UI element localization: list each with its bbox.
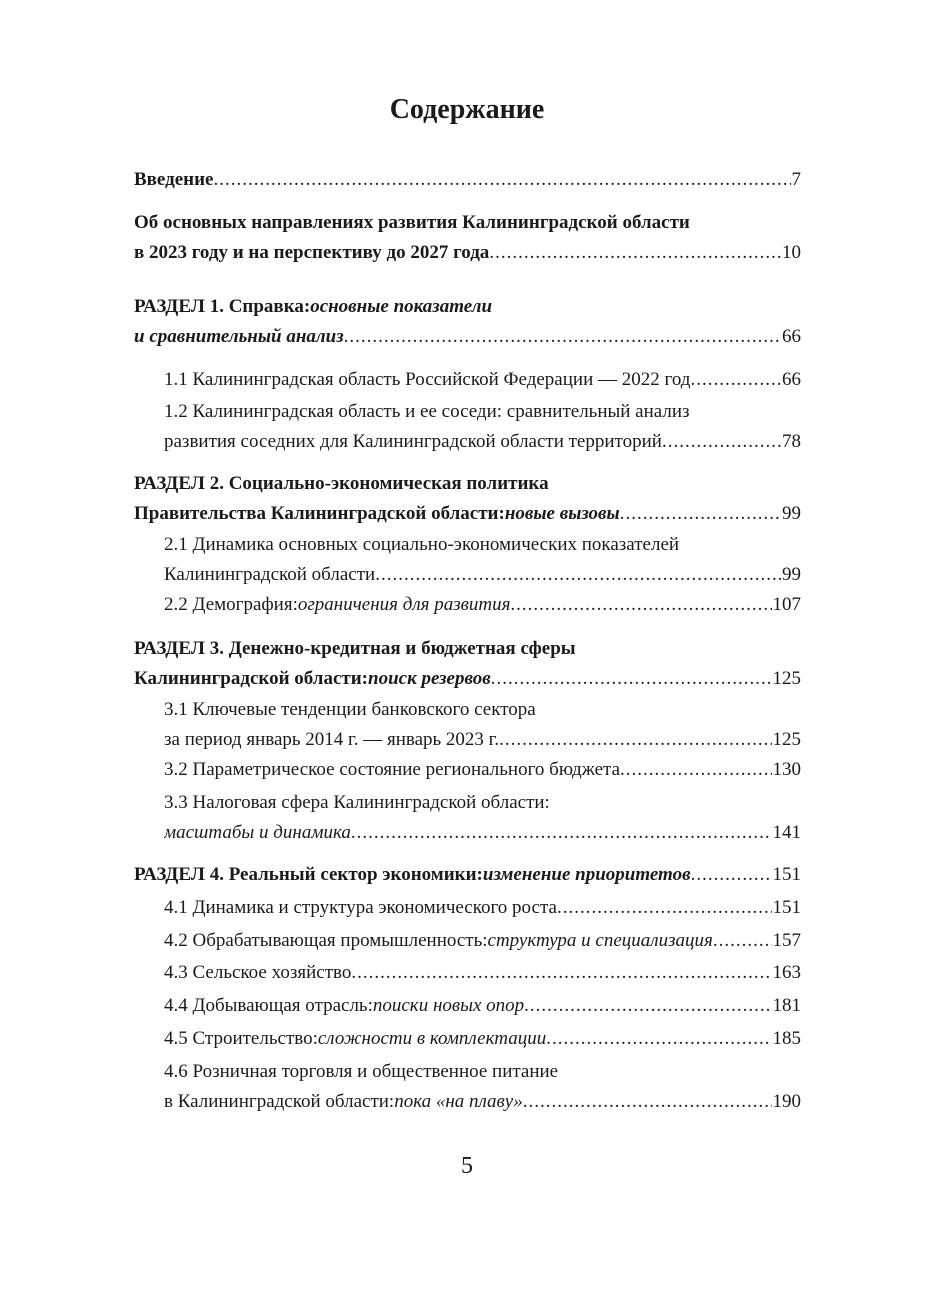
toc-entry-title: Введение bbox=[134, 169, 214, 190]
dot-leader bbox=[351, 958, 771, 988]
toc-entry-title: 4.3 Сельское хозяйство bbox=[164, 962, 352, 983]
toc-entry-4-2[interactable] bbox=[164, 926, 801, 956]
dot-leader bbox=[713, 926, 772, 956]
toc-entry-title-cont: в Калининградской области: bbox=[164, 1091, 395, 1112]
toc-entry-2-1[interactable] bbox=[164, 530, 801, 590]
toc-page-number: 151 bbox=[772, 864, 801, 885]
toc-entry-title: 2.1 Динамика основных социально-экономических показателей bbox=[164, 534, 680, 555]
toc-page-number: 157 bbox=[772, 930, 801, 951]
toc-page-number: 66 bbox=[782, 369, 801, 390]
page-number: 5 bbox=[461, 1153, 473, 1179]
toc-section-subtitle: поиск резервов bbox=[368, 668, 491, 689]
dot-leader bbox=[620, 755, 772, 785]
toc-section-title-cont: Правительства Калининградской области: bbox=[134, 503, 505, 524]
dot-leader bbox=[523, 1087, 772, 1117]
toc-section-title: РАЗДЕЛ 2. Социально-экономическая политика bbox=[134, 473, 549, 494]
dot-leader bbox=[662, 427, 781, 457]
toc-entry-1-2[interactable] bbox=[164, 397, 801, 457]
toc-entry-4-5[interactable] bbox=[164, 1024, 801, 1054]
dot-leader bbox=[691, 860, 772, 890]
toc-page-number: 78 bbox=[782, 431, 801, 452]
toc-page-number: 151 bbox=[772, 897, 801, 918]
toc-entry-title: 3.2 Параметрическое состояние регионального бюджета bbox=[164, 759, 620, 780]
table-of-contents bbox=[134, 0, 801, 1300]
toc-page-number: 181 bbox=[772, 995, 801, 1016]
toc-section-title: РАЗДЕЛ 4. Реальный сектор экономики: bbox=[134, 864, 483, 885]
toc-entry-4-6[interactable] bbox=[164, 1057, 801, 1117]
toc-entry-subtitle: ограничения для развития bbox=[297, 594, 511, 615]
toc-entry-title-cont: за период январь 2014 г. — январь 2023 г. bbox=[164, 729, 500, 750]
toc-page-number: 125 bbox=[772, 729, 801, 750]
toc-entry-title: 1.1 Калининградская область Российской Федерации — 2022 год bbox=[164, 369, 691, 390]
dot-leader bbox=[344, 322, 781, 352]
toc-page-number: 130 bbox=[772, 759, 801, 780]
toc-entry-title: 1.2 Калининградская область и ее соседи: сравнительный анализ bbox=[164, 401, 690, 422]
dot-leader bbox=[375, 560, 781, 590]
dot-leader bbox=[690, 365, 781, 395]
toc-section-2[interactable] bbox=[134, 469, 801, 529]
toc-section-subtitle: основные показатели bbox=[310, 296, 493, 317]
page-title: Содержание bbox=[389, 94, 545, 125]
toc-entry-title: 3.3 Налоговая сфера Калининградской области: bbox=[164, 792, 550, 813]
toc-page-number: 163 bbox=[772, 962, 801, 983]
dot-leader bbox=[214, 165, 791, 195]
toc-entry-subtitle: структура и специализация bbox=[487, 930, 713, 951]
toc-entry-title: 4.5 Строительство: bbox=[164, 1028, 318, 1049]
dot-leader bbox=[491, 664, 772, 694]
toc-section-3[interactable] bbox=[134, 634, 801, 694]
toc-entry-title: 4.6 Розничная торговля и общественное питание bbox=[164, 1061, 559, 1082]
toc-section-title: РАЗДЕЛ 3. Денежно-кредитная и бюджетная сферы bbox=[134, 638, 576, 659]
toc-entry-introduction[interactable] bbox=[134, 165, 801, 195]
toc-entry-3-3[interactable] bbox=[164, 788, 801, 848]
toc-section-subtitle: изменение приоритетов bbox=[482, 864, 691, 885]
toc-section-4[interactable] bbox=[134, 860, 801, 890]
toc-page-number: 99 bbox=[782, 564, 801, 585]
toc-entry-subtitle: сложности в комплектации bbox=[317, 1028, 547, 1049]
toc-section-title: РАЗДЕЛ 1. Справка: bbox=[134, 296, 311, 317]
toc-page-number: 7 bbox=[791, 169, 801, 190]
toc-page-number: 141 bbox=[772, 822, 801, 843]
toc-entry-main-directions[interactable] bbox=[134, 208, 801, 268]
dot-leader bbox=[557, 893, 772, 923]
dot-leader bbox=[499, 725, 771, 755]
toc-entry-title-cont: Калининградской области bbox=[164, 564, 376, 585]
toc-entry-2-2[interactable] bbox=[164, 590, 801, 620]
toc-entry-title: 4.4 Добывающая отрасль: bbox=[164, 995, 373, 1016]
toc-entry-3-1[interactable] bbox=[164, 695, 801, 755]
dot-leader bbox=[546, 1024, 771, 1054]
toc-entry-4-1[interactable] bbox=[164, 893, 801, 923]
toc-entry-title: 4.2 Обрабатывающая промышленность: bbox=[164, 930, 488, 951]
toc-section-1[interactable] bbox=[134, 292, 801, 352]
dot-leader bbox=[489, 238, 781, 268]
toc-entry-title-cont: в 2023 году и на перспективу до 2027 года bbox=[134, 242, 490, 263]
toc-section-subtitle: новые вызовы bbox=[504, 503, 620, 524]
toc-entry-title: Об основных направлениях развития Калининградской области bbox=[134, 212, 690, 233]
toc-entry-title: 4.1 Динамика и структура экономического роста bbox=[164, 897, 557, 918]
toc-entry-4-4[interactable] bbox=[164, 991, 801, 1021]
toc-page-number: 66 bbox=[782, 326, 801, 347]
toc-page-number: 10 bbox=[782, 242, 801, 263]
toc-page-number: 107 bbox=[772, 594, 801, 615]
toc-entry-subtitle: пока «на плаву» bbox=[394, 1091, 523, 1112]
toc-page-number: 190 bbox=[772, 1091, 801, 1112]
toc-page-number: 99 bbox=[782, 503, 801, 524]
toc-entry-title: 2.2 Демография: bbox=[164, 594, 298, 615]
toc-entry-3-2[interactable] bbox=[164, 755, 801, 785]
toc-entry-subtitle: масштабы и динамика bbox=[164, 822, 351, 843]
dot-leader bbox=[351, 818, 772, 848]
toc-entry-4-3[interactable] bbox=[164, 958, 801, 988]
toc-entry-title-cont: развития соседних для Калининградской области территорий bbox=[164, 431, 662, 452]
dot-leader bbox=[620, 499, 781, 529]
toc-entry-subtitle: поиски новых опор bbox=[372, 995, 525, 1016]
dot-leader bbox=[524, 991, 771, 1021]
toc-entry-title: 3.1 Ключевые тенденции банковского сектора bbox=[164, 699, 536, 720]
toc-section-title-cont: Калининградской области: bbox=[134, 668, 369, 689]
toc-page-number: 185 bbox=[772, 1028, 801, 1049]
toc-section-subtitle-cont: и сравнительный анализ bbox=[134, 326, 344, 347]
toc-entry-1-1[interactable] bbox=[164, 365, 801, 395]
toc-page-number: 125 bbox=[772, 668, 801, 689]
dot-leader bbox=[510, 590, 771, 620]
